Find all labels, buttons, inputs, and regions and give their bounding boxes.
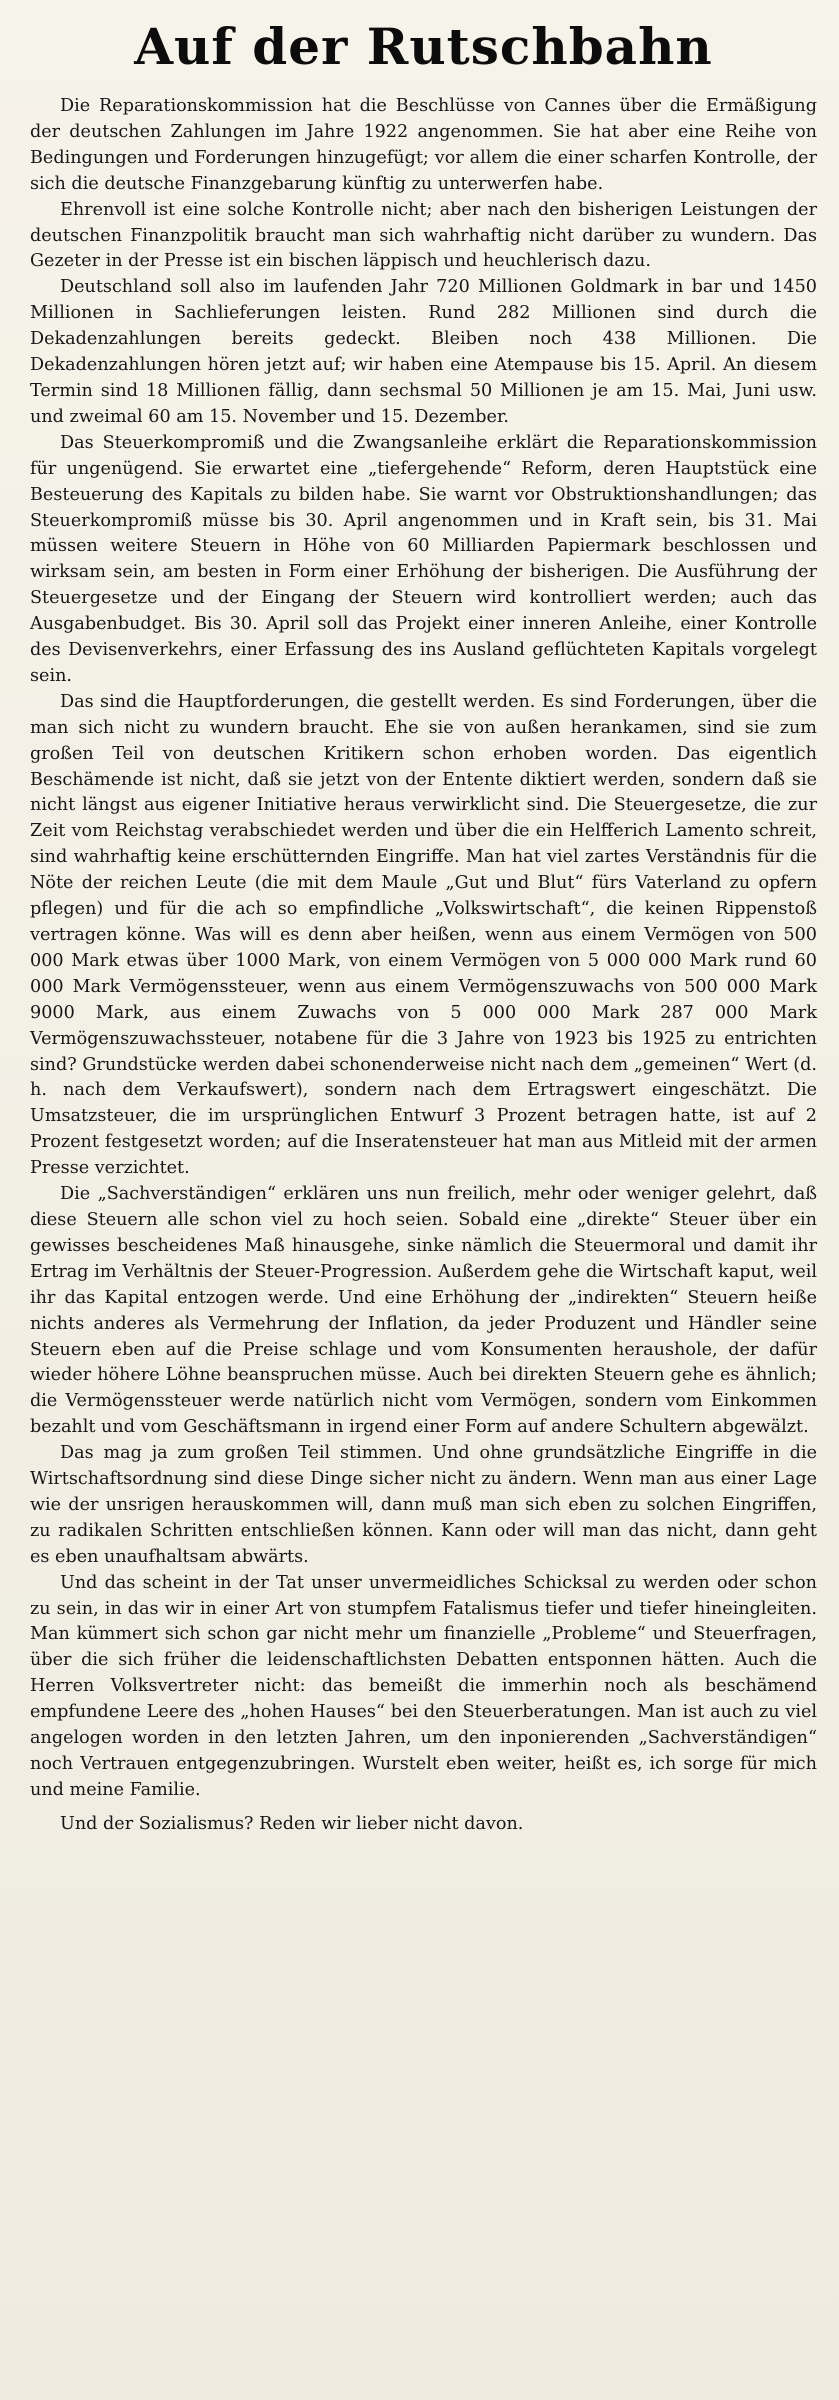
article-body bbox=[30, 94, 817, 1838]
closing-paragraph: Und der Sozialismus? Reden wir lieber nicht davon. bbox=[60, 1813, 524, 1834]
article-title: Auf der Rutschbahn bbox=[134, 17, 713, 76]
paragraph: Die Reparationskommission hat die Beschlüsse von Cannes über die Ermäßigung der deutschen Zahlungen im Jahre 1922 angenommen. Sie hat aber eine Reihe von Bedingungen und Forderungen hinzugefügt; vor allem die einer scharfen Kontrolle, der sich die deutsche Finanzgebarung künftig zu unterwerfen habe. bbox=[30, 96, 817, 194]
paragraph: Das Steuerkompromiß und die Zwangsanleihe erklärt die Reparationskommission für ungenügend. Sie erwartet eine „tiefergehende“ Reform, deren Hauptstück eine Besteuerung des Kapitals zu bilden habe. Sie warnt vor Obstruktionshandlungen; das Steuerkompromiß müsse bis 30. April angenommen und in Kraft sein, bis 31. Mai müssen weitere Steuern in Höhe von 60 Milliarden Papiermark beschlossen und wirksam sein, am besten in Form einer Erhöhung der bisherigen. Die Ausführung der Steuergesetze und der Eingang der Steuern wird kontrolliert werden; auch das Ausgabenbudget. Bis 30. April soll das Projekt einer inneren Anleihe, einer Kontrolle des Devisenverkehrs, einer Erfassung des ins Ausland geflüchteten Kapitals vorgelegt sein. bbox=[30, 432, 817, 686]
paragraph: Das sind die Hauptforderungen, die gestellt werden. Es sind Forderungen, über die man sich nicht zu wundern braucht. Ehe sie von außen herankamen, sind sie zum großen Teil von deutschen Kritikern schon erhoben worden. Das eigentlich Beschämende ist nicht, daß sie jetzt von der Entente diktiert werden, sondern daß sie nicht längst aus eigener Initiative heraus verwirklicht sind. Die Steuergesetze, die zur Zeit vom Reichstag verabschiedet werden und über die ein Helfferich Lamento schreit, sind wahrhaftig keine erschütternden Eingriffe. Man hat viel zartes Verständnis für die Nöte der reichen Leute (die mit dem Maule „Gut und Blut“ fürs Vaterland zu opfern pflegen) und für die ach so empfindliche „Volkswirtschaft“, die keinen Rippenstoß vertragen könne. Was will es denn aber heißen, wenn aus einem Vermögen von 500 000 Mark etwas über 1000 Mark, von einem Vermögen von 5 000 000 Mark rund 60 000 Mark Vermögenssteuer, wenn aus einem Vermögenszuwachs von 500 000 Mark 9000 Mark, aus einem Zuwachs von 5 000 000 Mark 287 000 Mark Vermögenszuwachssteuer, notabene für die 3 Jahre von 1923 bis 1925 zu entrichten sind? Grundstücke werden dabei schonenderweise nicht nach dem „gemeinen“ Wert (d. h. nach dem Verkaufswert), sondern nach dem Ertragswert eingeschätzt. Die Umsatzsteuer, die im ursprünglichen Entwurf 3 Prozent betragen hatte, ist auf 2 Prozent festgesetzt worden; auf die Inseratensteuer hat man aus Mitleid mit der armen Presse verzichtet. bbox=[30, 691, 817, 1179]
paragraph: Und das scheint in der Tat unser unvermeidliches Schicksal zu werden oder schon zu sein, in das wir in einer Art von stumpfem Fatalismus tiefer und tiefer hineingleiten. Man kümmert sich schon gar nicht mehr um finanzielle „Probleme“ und Steuerfragen, über die sich früher die leidenschaftlichsten Debatten entsponnen hätten. Auch die Herren Volksvertreter nicht: das bemeißt die immerhin noch als beschämend empfundene Leere des „hohen Hauses“ bei den Steuerberatungen. Man ist auch zu viel angelogen worden in den letzten Jahren, um den inponierenden „Sachverständigen“ noch Vertrauen entgegenzubringen. Wurstelt eben weiter, heißt es, ich sorge für mich und meine Familie. bbox=[30, 1572, 817, 1800]
paragraph: Ehrenvoll ist eine solche Kontrolle nicht; aber nach den bisherigen Leistungen der deutschen Finanzpolitik braucht man sich wahrhaftig nicht darüber zu wundern. Das Gezeter in der Presse ist ein bischen läppisch und heuchlerisch dazu. bbox=[30, 199, 817, 272]
paragraph: Deutschland soll also im laufenden Jahr 720 Millionen Goldmark in bar und 1450 Millionen in Sachlieferungen leisten. Rund 282 Millionen sind durch die Dekadenzahlungen bereits gedeckt. Bleiben noch 438 Millionen. Die Dekadenzahlungen hören jetzt auf; wir haben eine Atempause bis 15. April. An diesem Termin sind 18 Millionen fällig, dann sechsmal 50 Millionen je am 15. Mai, Juni usw. und zweimal 60 am 15. November und 15. Dezember. bbox=[30, 277, 817, 427]
paragraph: Die „Sachverständigen“ erklären uns nun freilich, mehr oder weniger gelehrt, daß diese Steuern alle schon viel zu hoch seien. Sobald eine „direkte“ Steuer über ein gewisses bescheidenes Maß hinausgehe, sinke nämlich die Steuermoral und damit ihr Ertrag im Verhältnis der Steuer-Progression. Außerdem gehe die Wirtschaft kaput, weil ihr das Kapital entzogen werde. Und eine Erhöhung der „indirekten“ Steuern heiße nichts anderes als Vermehrung der Inflation, da jeder Produzent und Händler seine Steuern eben auf die Preise schlage und vom Konsumenten heraushole, der dafür wieder höhere Löhne beanspruchen müsse. Auch bei direkten Steuern gehe es ähnlich; die Vermögenssteuer werde natürlich nicht vom Vermögen, sondern vom Einkommen bezahlt und vom Geschäftsmann in irgend einer Form auf andere Schultern abgewälzt. bbox=[30, 1184, 817, 1438]
paragraph: Das mag ja zum großen Teil stimmen. Und ohne grundsätzliche Eingriffe in die Wirtschaftsordnung sind diese Dinge sicher nicht zu ändern. Wenn man aus einer Lage wie der unsrigen herauskommen will, dann muß man sich eben zu solchen Eingriffen, zu radikalen Schritten entschließen können. Kann oder will man das nicht, dann geht es eben unaufhaltsam abwärts. bbox=[30, 1443, 817, 1567]
